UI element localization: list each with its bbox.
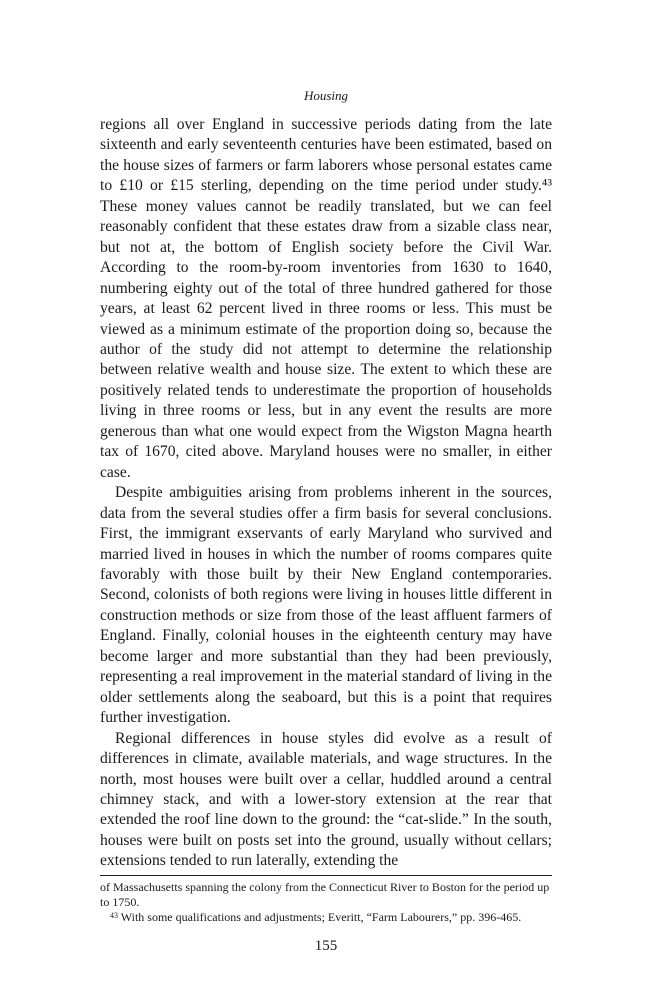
footnote-43	[100, 910, 552, 925]
page-number: 155	[314, 938, 338, 955]
paragraph-1: regions all over England in successive periods dating from the late sixteenth and early seventeenth centuries have been estimated, based on the house sizes of farmers or farm laborers whose personal estates came to £10 or £15 sterling, depending on the time period under study.⁴³ These money values cannot be readily translated, but we can feel reasonably confident that these estates draw from a sizable class near, but not at, the bottom of English society before the Civil War. According to the room-by-room inventories from 1630 to 1640, numbering eighty out of the total of three hundred gathered for those years, at least 62 percent lived in three rooms or less. This must be viewed as a minimum estimate of the proportion doing so, because the author of the study did not attempt to determine the relationship between relative wealth and house size. The extent to which these are positively related tends to underestimate the proportion of households living in three rooms or less, but in any event the results are more generous than what one would expect from the Wigston Magna hearth tax of 1670, cited above. Maryland houses were no smaller, in either case.	[100, 116, 552, 481]
running-head: Housing	[303, 88, 349, 103]
footnote-continued: of Massachusetts spanning the colony from the Connecticut River to Boston for the period up to 1750.	[100, 879, 550, 909]
book-page	[100, 88, 552, 955]
paragraph-3: Regional differences in house styles did evolve as a result of differences in climate, available materials, and wage structures. In the north, most houses were built over a cellar, huddled around a central chimney stack, and with a lower-story extension at the rear that extended the roof line down to the ground: the “cat-slide.” In the south, houses were built on posts set into the ground, usually without cellars; extensions tended to run laterally, extending the	[100, 729, 552, 870]
footnotes	[100, 880, 552, 926]
footnote-rule	[100, 875, 552, 876]
footnote-43-number: 43	[110, 911, 118, 921]
paragraph-2: Despite ambiguities arising from problems inherent in the sources, data from the several studies offer a firm basis for several conclusions. First, the immigrant exservants of early Maryland who survived and married lived in houses in which the number of rooms compares quite favorably with those built by their New England contemporaries. Second, colonists of both regions were living in houses little different in construction methods or size from those of the least affluent farmers of England. Finally, colonial houses in the eighteenth century may have become larger and more substantial than they had been previously, representing a real improvement in the material standard of living in the older settlements along the seaboard, but this is a point that requires further investigation.	[100, 484, 552, 727]
body-text	[100, 115, 552, 872]
footnote-43-text: With some qualifications and adjustments; Everitt, “Farm Labourers,” pp. 396-465.	[118, 910, 522, 925]
